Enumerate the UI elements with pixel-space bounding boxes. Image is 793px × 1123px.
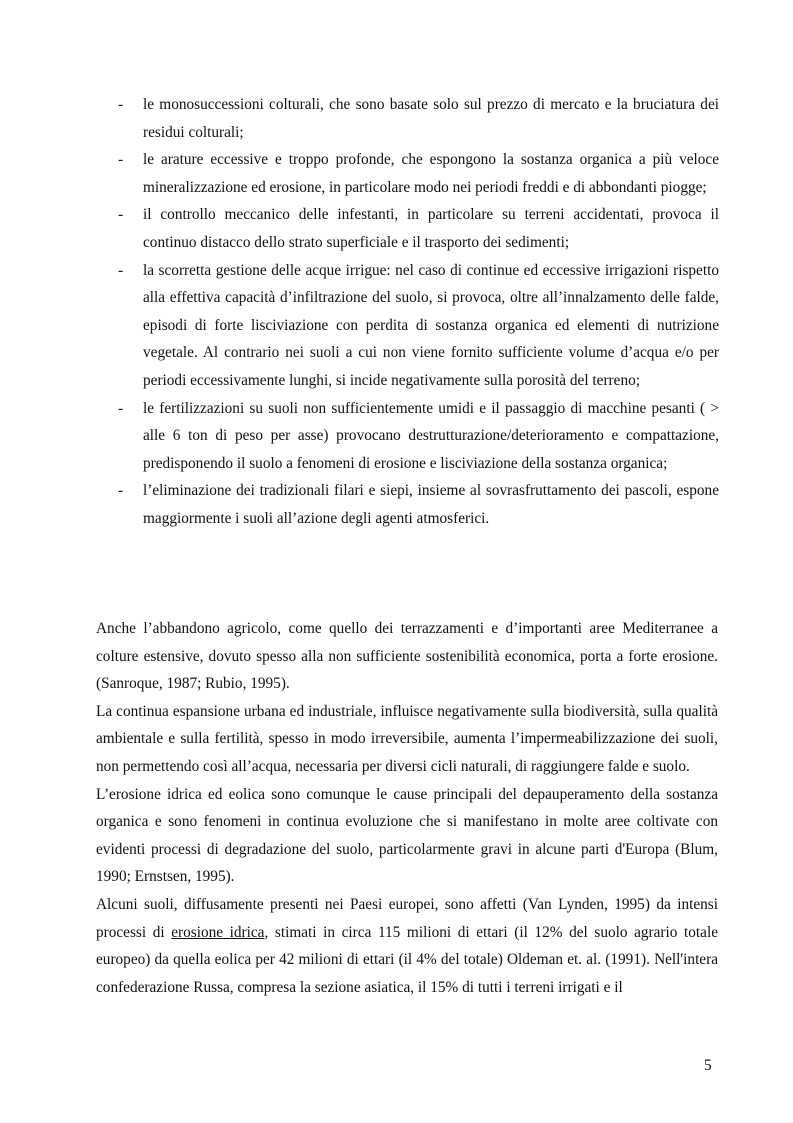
bullet-item bbox=[118, 91, 719, 146]
bullet-dash: - bbox=[118, 261, 124, 279]
bullet-text: la scorretta gestione delle acque irrigue: nel caso di continue ed eccessive irrigazioni rispetto alla effettiva capacità d’infiltrazione del suolo, si provoca, oltre all’innalzamento delle falde, episodi di forte lisciviazione con perdita di sostanza organica ed elementi di nutrizione vegetale. Al contrario nei suoli a cui non viene fornito sufficiente volume d’acqua e/o per periodi eccessivamente lunghi, si incide negativamente sulla porosità del terreno; bbox=[143, 261, 719, 389]
bullet-item bbox=[118, 257, 719, 395]
bullet-dash: - bbox=[118, 206, 124, 224]
bullet-dash: - bbox=[118, 399, 124, 417]
bullet-dash: - bbox=[118, 151, 124, 169]
paragraph-abandonment: Anche l’abbandono agricolo, come quello dei terrazzamenti e d’importanti aree Mediterranee a colture estensive, dovuto spesso alla non sufficiente sostenibilità economica, porta a forte erosione. (Sanroque, 1987; Rubio, 1995). bbox=[96, 620, 718, 693]
paragraph-erosion-extent bbox=[96, 891, 718, 1001]
bullet-dash: - bbox=[118, 96, 124, 113]
bullet-item bbox=[118, 477, 719, 532]
paragraph-erosion-causes: L’erosione idrica ed eolica sono comunque le cause principali del depauperamento della sostanza organica e sono fenomeni in continua evoluzione che si manifestano in molte aree coltivate con evidenti processi di degradazione del suolo, particolarmente gravi in alcune parti d'Europa (Blum, 1990; Ernstsen, 1995). bbox=[96, 785, 718, 886]
bullet-text: l’eliminazione dei tradizionali filari e siepi, insieme al sovrasfruttamento dei pascoli, espone maggiormente i suoli all’azione degli agenti atmosferici. bbox=[143, 482, 719, 527]
page-number: 5 bbox=[704, 1057, 712, 1074]
bullet-text: le fertilizzazioni su suoli non sufficientemente umidi e il passaggio di macchine pesanti ( > alle 6 ton di peso per asse) provocano destrutturazione/deterioramento e compattazione, predisponendo il suolo a fenomeni di erosione e lisciviazione della sostanza organica; bbox=[143, 399, 719, 472]
bullet-text: il controllo meccanico delle infestanti, in particolare su terreni accidentati, provoca il continuo distacco dello strato superficiale e il trasporto dei sedimenti; bbox=[143, 206, 719, 251]
paragraph-text: , stimati in circa 115 milioni di ettari (il 12% del suolo agrario totale europeo) da quella eolica per 42 milioni di ettari (il 4% del totale) Oldeman et. al. (1991). Nell'intera confederazione Russa, compresa la sezione asiatica, il 15% di tutti i terreni irrigati e il bbox=[96, 923, 718, 996]
bullet-text: le monosuccessioni colturali, che sono basate solo sul prezzo di mercato e la bruciatura dei residui colturali; bbox=[143, 96, 719, 141]
bullet-item bbox=[118, 146, 719, 201]
bullet-text: le arature eccessive e troppo profonde, che espongono la sostanza organica a più veloce mineralizzazione ed erosione, in particolare modo nei periodi freddi e di abbondanti piogge; bbox=[143, 151, 719, 196]
paragraph-text: Alcuni suoli, diffusamente presenti nei Paesi europei, sono affetti (Van Lynden, 1995) da intensi processi di bbox=[96, 895, 718, 941]
bullet-item bbox=[118, 395, 719, 478]
erosione-idrica-link[interactable]: erosione idrica bbox=[171, 923, 265, 941]
bullet-item bbox=[118, 201, 719, 256]
body-text bbox=[96, 615, 718, 1001]
bullet-list bbox=[118, 91, 719, 533]
bullet-dash: - bbox=[118, 482, 124, 500]
paragraph-urban-expansion: La continua espansione urbana ed industriale, influisce negativamente sulla biodiversità, sulla qualità ambientale e sulla fertilità, spesso in modo irreversibile, aumenta l’impermeabilizzazione dei suoli, non permettendo così all’acqua, necessaria per diversi cicli naturali, di raggiungere falde e suolo. bbox=[96, 702, 718, 775]
